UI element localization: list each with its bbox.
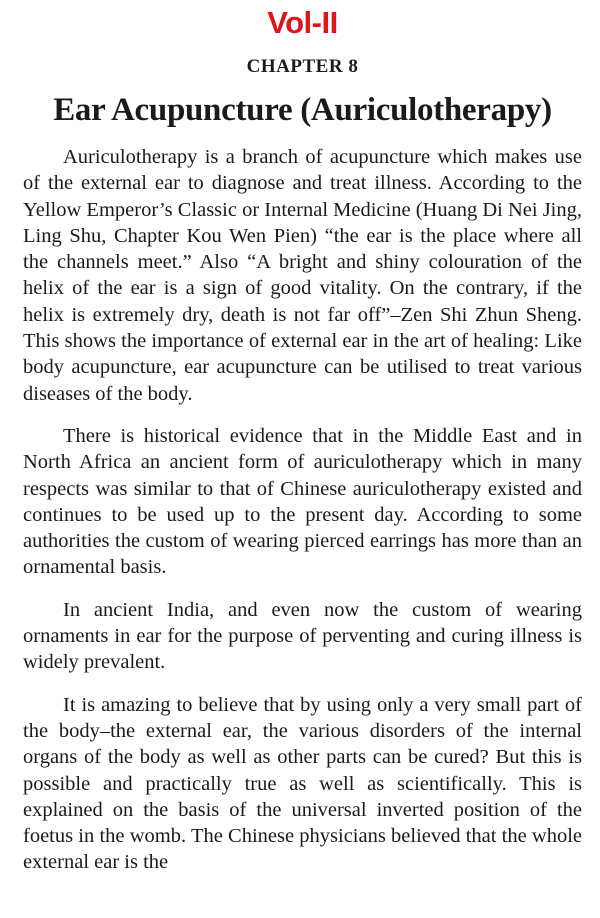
- volume-label: Vol-II: [267, 5, 338, 40]
- paragraph-4: It is amazing to believe that by using only a very small part of the body–the external ear, the various disorders of the internal organs of the body as well as other parts can be cured? But this is possible and practically true as well as scientifically. This is explained on the basis of the universal inverted position of the foetus in the womb. The Chinese physicians believed that the whole external ear is the: [23, 693, 582, 874]
- paragraph-1: Auriculotherapy is a branch of acupuncture which makes use of the external ear to diagnose and treat illness. According to the Yellow Emperor’s Classic or Internal Medicine (Huang Di Nei Jing, Ling Shu, Chapter Kou Wen Pien) “the ear is the place where all the channels meet.” Also “A bright and shiny colouration of the helix of the ear is a sign of good vitality. On the contrary, if the helix is extremely dry, death is not far off”–Zen Shi Zhun Sheng. This shows the importance of external ear in the art of healing: Like body acupuncture, ear acupuncture can be utilised to treat various diseases of the body.: [23, 146, 582, 405]
- chapter-number: CHAPTER 8: [246, 56, 359, 77]
- chapter-title: Ear Acupuncture (Auriculotherapy): [53, 92, 552, 128]
- chapter-body: [23, 144, 582, 876]
- paragraph-2: There is historical evidence that in the Middle East and in North Africa an ancient form of auriculotherapy which in many respects was similar to that of Chinese auriculotherapy existed and continues to be used up to the present day. According to some authorities the custom of wearing pierced earrings has more than an ornamental basis.: [23, 424, 582, 579]
- paragraph-3: In ancient India, and even now the custom of wearing ornaments in ear for the purpose of perventing and curing illness is widely prevalent.: [23, 598, 582, 674]
